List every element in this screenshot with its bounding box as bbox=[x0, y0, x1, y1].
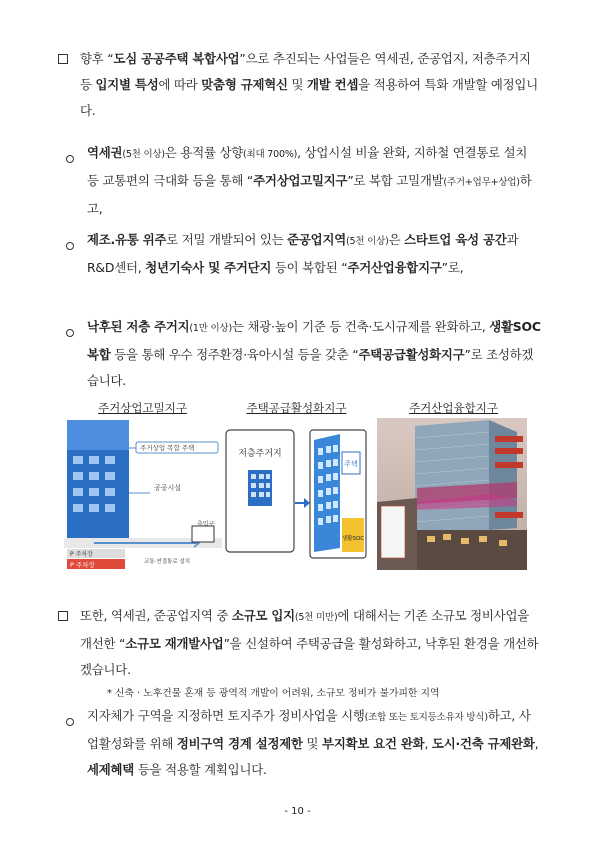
footnote: * 신축 · 노후건물 혼재 등 광역적 개발이 어려워, 소규모 정비가 불가피한 지역 bbox=[107, 688, 440, 699]
circle-bullet-icon bbox=[66, 715, 74, 729]
fig1-label-exit: 출입구 bbox=[197, 521, 215, 528]
circle-bullet-icon bbox=[66, 326, 74, 340]
intro-paragraph: 향후 “도심 공공주택 복합사업”으로 추진되는 사업들은 역세권, 준공업지, 저층주거지 등 입지별 특성에 따라 맞춤형 규제혁신 및 개발 컨셉을 적용하여 특화 개발할 예정입니다. bbox=[80, 51, 538, 118]
station-area-illustration bbox=[64, 418, 224, 570]
figure-caption-2: 주택공급활성화지구 bbox=[246, 401, 347, 415]
fig1-label-bottom: 교통·연결통로 설치 bbox=[144, 559, 191, 565]
small-scale-paragraph: 또한, 역세권, 준공업지역 중 소규모 입지(5천 미만)에 대해서는 기존 소규모 정비사업을 개선한 “소규모 재개발사업”을 신설하여 주택공급을 활성화하고, 낙후된 환경을 개선하겠습니다. bbox=[80, 608, 539, 677]
low-rise-illustration bbox=[222, 418, 370, 570]
figure-caption-3: 주거산업융합지구 bbox=[409, 401, 498, 415]
figure-caption-1: 주거상업고밀지구 bbox=[98, 401, 187, 415]
industrial-area-paragraph: 제조.유통 위주로 저밀 개발되어 있는 준공업지역(5천 이상)은 스타트업 육성 공간과 R&D센터, 청년기숙사 및 주거단지 등이 복합된 “주거산업융합지구”로, bbox=[87, 232, 519, 275]
fig2-label-left: 저층주거지 bbox=[238, 449, 282, 459]
fig2-label-right-top: 주택 bbox=[344, 460, 358, 468]
square-bullet-icon bbox=[58, 53, 68, 67]
circle-bullet-icon bbox=[66, 152, 74, 166]
fig1-label-top: 주거상업 복합 주택 bbox=[140, 444, 195, 452]
industrial-district-rendering bbox=[377, 418, 527, 570]
fig1-label-park: P 주차장 bbox=[70, 561, 95, 569]
square-bullet-icon bbox=[58, 610, 68, 624]
low-rise-paragraph: 낙후된 저층 주거지(1만 이상)는 채광·높이 기준 등 건축·도시규제를 완화하고, 생활SOC 복합 등을 통해 우수 정주환경·육아시설 등을 갖춘 “주택공급활성화지구”로 조성하겠습니다. bbox=[87, 319, 541, 388]
fig2-label-right-bottom: 생활SOC bbox=[341, 536, 365, 542]
page-number: - 10 - bbox=[284, 806, 311, 817]
station-area-paragraph: 역세권(5천 이상)은 용적률 상향(최대 700%), 상업시설 비율 완화, 지하철 연결통로 설치 등 교통편의 극대화 등을 통해 “주거상업고밀지구”로 복합 고밀개발(주거+업무+상업)하고, bbox=[87, 145, 532, 216]
fig1-label-mid: 공공시설 bbox=[154, 484, 182, 492]
circle-bullet-icon bbox=[66, 239, 74, 253]
fig1-label-pc: P 주차장 bbox=[70, 551, 93, 558]
designation-paragraph: 지자체가 구역을 지정하면 토지주가 정비사업을 시행(조합 또는 토지등소유자 방식)하고, 사업활성화를 위해 정비구역 경계 설정제한 및 부지확보 요건 완화, 도시·건축 규제완화, 세제혜택 등을 적용할 계획입니다. bbox=[87, 708, 539, 777]
